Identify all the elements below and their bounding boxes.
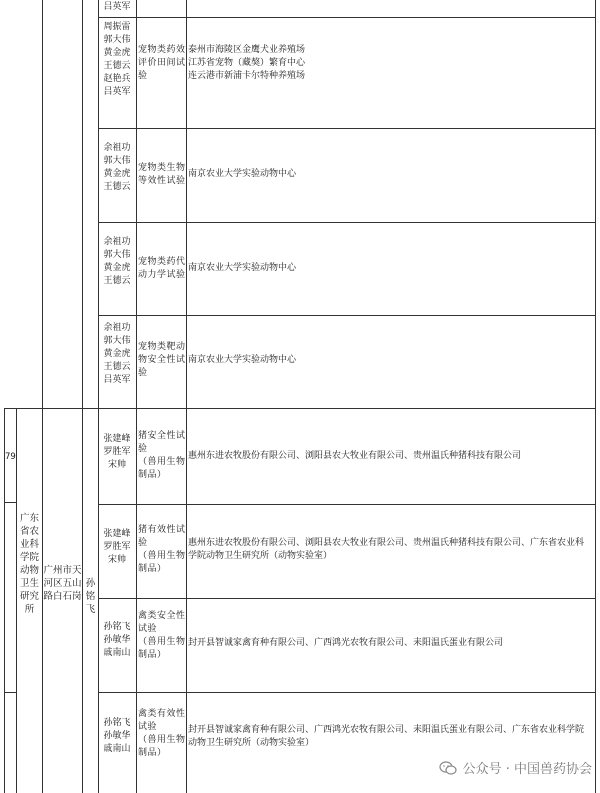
personnel-name: 孙铭飞 (103, 622, 131, 632)
address-line: 广州市天 (43, 565, 82, 576)
personnel-cell (98, 322, 136, 387)
institution-line: 广东 (19, 513, 39, 524)
test-item-line: 猪有效性试 (138, 525, 186, 535)
grid-line (98, 315, 596, 316)
test-item-line: 等效性试验 (138, 176, 186, 186)
institution-line: 业科 (19, 539, 39, 550)
test-item-line: 验 (138, 71, 148, 81)
contact-line: 孙铭 (85, 578, 96, 602)
grid-line (42, 0, 43, 793)
personnel-name: 罗胜军 (103, 542, 131, 552)
test-item-line: 制品） (138, 748, 167, 758)
personnel-cell (98, 1, 136, 14)
test-item-line: 制品） (138, 564, 167, 574)
test-site-line: 动物卫生研究所（动物实验室） (188, 738, 315, 748)
test-item-line: 制品） (138, 650, 167, 660)
institution-line: 所 (24, 604, 35, 615)
grid-line (186, 0, 187, 793)
grid-line (98, 222, 596, 223)
test-item-line: 验 (138, 444, 148, 454)
personnel-name: 王德云 (103, 61, 131, 71)
test-site-line: 惠州东进农牧股份有限公司、浏阳县农大牧业有限公司、贵州温氏种猪科技有限公司 (188, 451, 522, 461)
grid-line (98, 598, 596, 599)
test-item-line: 评价田间试 (138, 58, 186, 68)
personnel-name: 余祖功 (103, 143, 131, 153)
test-item-cell (138, 430, 190, 482)
grid-line (136, 0, 137, 793)
personnel-name: 郭大伟 (103, 156, 131, 166)
personnel-name: 余祖功 (103, 323, 131, 333)
grid-line (4, 408, 5, 793)
personnel-name: 宋帅 (107, 555, 126, 565)
personnel-name: 吕英军 (103, 87, 131, 97)
grid-line (4, 502, 16, 503)
test-site-line: 江苏省宠物（藏獒）繁育中心 (188, 58, 306, 68)
address-cell (43, 564, 82, 603)
address-line: 路白石岗 (43, 591, 82, 602)
watermark (439, 758, 592, 777)
watermark-text: 公众号 · 中国兽药协会 (462, 762, 592, 777)
grid-line (82, 0, 83, 793)
grid-line (98, 692, 596, 693)
personnel-cell (98, 21, 136, 99)
test-item-cell (138, 708, 190, 760)
personnel-name: 罗胜军 (103, 447, 131, 457)
personnel-name: 吕英军 (103, 375, 131, 385)
personnel-name: 黄金虎 (103, 349, 131, 359)
test-site-line: 泰州市海陵区金鹰犬业养殖场 (188, 45, 306, 55)
institution-line: 省农 (19, 526, 39, 537)
test-site-line: 封开县智诚家禽育种有限公司、广西鸿光农牧有限公司、耒阳温氏蛋业有限公司、广东省农业科学院 (188, 725, 585, 735)
personnel-name: 吕英军 (103, 2, 131, 12)
personnel-name: 王德云 (103, 276, 131, 286)
personnel-name: 余祖功 (103, 237, 131, 247)
test-site-cell (188, 450, 592, 463)
personnel-name: 孙敏华 (103, 635, 131, 645)
personnel-name: 周振雷 (103, 22, 131, 32)
test-item-cell (138, 610, 190, 662)
test-item-line: 猪安全性试 (138, 431, 186, 441)
personnel-name: 宋帅 (107, 460, 126, 470)
grid-line (98, 0, 99, 793)
grid-line (4, 408, 596, 409)
test-site-line: 南京农业大学实验动物中心 (188, 169, 297, 179)
test-item-cell (138, 341, 190, 380)
test-item-line: 物安全性试 (138, 355, 186, 365)
institution-line: 研究 (19, 591, 39, 602)
personnel-name: 郭大伟 (103, 35, 131, 45)
test-item-line: 禽类有效性 (138, 709, 186, 719)
test-item-cell (138, 524, 190, 576)
test-site-line: 连云港市新浦卡尔特种养殖场 (188, 71, 306, 81)
test-item-line: （兽用生物 (138, 457, 186, 467)
grid-line (98, 504, 596, 505)
personnel-cell (98, 142, 136, 194)
test-item-line: （兽用生物 (138, 551, 186, 561)
personnel-name: 郭大伟 (103, 250, 131, 260)
test-site-line: 南京农业大学实验动物中心 (188, 355, 297, 365)
test-item-cell (138, 162, 190, 188)
personnel-name: 黄金虎 (103, 169, 131, 179)
test-site-cell (188, 262, 592, 275)
test-item-line: 验 (138, 368, 148, 378)
entry-number: 79 (5, 452, 16, 462)
institution-line: 卫生 (19, 578, 39, 589)
personnel-name: 赵艳兵 (103, 74, 131, 84)
grid-line (98, 128, 596, 129)
test-item-cell (138, 256, 190, 282)
test-item-line: 验 (138, 538, 148, 548)
test-item-line: 试验 (138, 722, 158, 732)
test-item-line: 宠物类生物 (138, 163, 186, 173)
test-site-cell (188, 637, 592, 650)
test-item-line: 宠物类药效 (138, 45, 186, 55)
test-item-line: （兽用生物 (138, 637, 186, 647)
test-item-line: 制品） (138, 470, 167, 480)
personnel-name: 王德云 (103, 182, 131, 192)
test-item-cell (138, 44, 190, 83)
institution-line: 动物 (19, 565, 39, 576)
personnel-name: 黄金虎 (103, 48, 131, 58)
wechat-icon (439, 761, 457, 775)
test-item-line: 试验 (138, 624, 158, 634)
test-site-line: 南京农业大学实验动物中心 (188, 263, 297, 273)
personnel-cell (98, 717, 136, 756)
test-item-line: 动力学试验 (138, 270, 186, 280)
test-site-cell (188, 354, 592, 367)
test-site-line: 学院动物卫生研究所（动物实验室） (188, 551, 333, 561)
test-site-line: 封开县智诚家禽育种有限公司、广西鸿光农牧有限公司、耒阳温氏蛋业有限公司 (188, 638, 504, 648)
grid-line (595, 0, 596, 793)
test-item-line: 禽类安全性 (138, 611, 186, 621)
institution-cell (17, 512, 42, 616)
test-site-cell (188, 168, 592, 181)
test-item-line: 宠物类靶动 (138, 342, 186, 352)
personnel-name: 戚南山 (103, 744, 131, 754)
personnel-name: 戚南山 (103, 648, 131, 658)
test-site-cell (188, 44, 592, 83)
contact-cell (83, 577, 98, 616)
personnel-name: 张建峰 (103, 529, 131, 539)
test-site-cell (188, 724, 592, 750)
grid-line (98, 17, 596, 18)
personnel-name: 孙铭飞 (103, 718, 131, 728)
personnel-cell (98, 621, 136, 660)
address-line: 河区五山 (43, 578, 82, 589)
personnel-name: 郭大伟 (103, 336, 131, 346)
test-item-line: （兽用生物 (138, 735, 186, 745)
test-site-cell (188, 537, 592, 563)
test-item-line: 宠物类药代 (138, 257, 186, 267)
personnel-name: 孙敏华 (103, 731, 131, 741)
contact-line: 飞 (85, 604, 96, 615)
test-site-line: 惠州东进农牧股份有限公司、浏阳县农大牧业有限公司、贵州温氏种猪科技有限公司、广东省农业科 (188, 538, 585, 548)
personnel-cell (98, 528, 136, 567)
personnel-name: 黄金虎 (103, 263, 131, 273)
personnel-name: 张建峰 (103, 434, 131, 444)
institution-line: 学院 (19, 552, 39, 563)
grid-line (4, 692, 16, 693)
personnel-name: 王德云 (103, 362, 131, 372)
personnel-cell (98, 236, 136, 288)
personnel-cell (98, 433, 136, 472)
